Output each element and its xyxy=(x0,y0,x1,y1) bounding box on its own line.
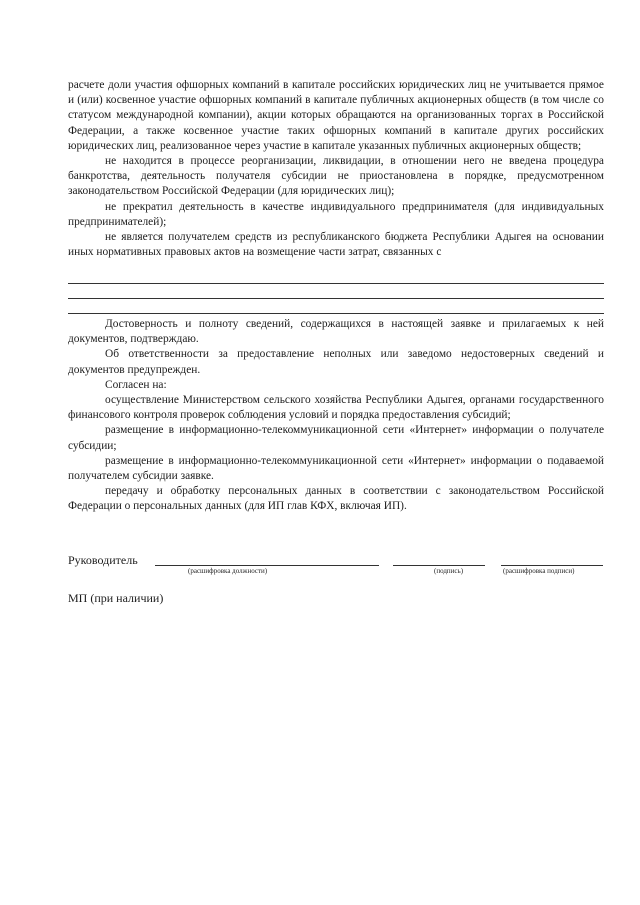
paragraph-consent-publish-application: размещение в информационно-телекоммуникационной сети «Интернет» информации о подаваемой получателем субсидии заявке. xyxy=(68,454,604,483)
signature-caption: (подпись) xyxy=(434,567,464,575)
stamp-note: МП (при наличии) xyxy=(68,591,164,605)
paragraph-consent-publish-recipient: размещение в информационно-телекоммуникационной сети «Интернет» информации о получателе субсидии; xyxy=(68,424,604,452)
confirmation-text-block xyxy=(68,317,604,515)
blank-fill-line-3 xyxy=(68,313,604,314)
paragraph-reorganization: не находится в процессе реорганизации, ликвидации, в отношении него не введена процедура банкротства, деятельность получателя субсидии не приостановлена в порядке, предусмотренном законодательством Российской Федерации (для юридических лиц); xyxy=(68,155,604,198)
name-field-line[interactable] xyxy=(501,565,603,566)
paragraph-consent-inspection: осуществление Министерством сельского хозяйства Республики Адыгея, органами государственного финансового контроля проверок соблюдения условий и порядка предоставления субсидий; xyxy=(68,394,604,422)
blank-fill-line-2 xyxy=(68,298,604,299)
paragraph-reliability-confirmation: Достоверность и полноту сведений, содержащихся в настоящей заявке и прилагаемых к ней документов, подтверждаю. xyxy=(68,318,604,346)
position-caption: (расшифровка должности) xyxy=(188,567,268,575)
paragraph-budget-funds: не является получателем средств из республиканского бюджета Республики Адыгея на основании иных нормативных правовых актов на возмещение части затрат, связанных с xyxy=(68,231,604,259)
paragraph-consent-personal-data: передачу и обработку персональных данных в соответствии с законодательством Российской Федерации о персональных данных (для ИП глав КФХ, включая ИП). xyxy=(68,485,604,513)
paragraph-entrepreneur-activity: не прекратил деятельность в качестве индивидуального предпринимателя (для индивидуальных предпринимателей); xyxy=(68,200,604,228)
name-caption: (расшифровка подписи) xyxy=(503,567,575,575)
paragraph-consent-heading: Согласен на: xyxy=(105,378,167,391)
position-field-line[interactable] xyxy=(155,565,379,566)
signature-field-line[interactable] xyxy=(393,565,485,566)
blank-fill-line-1 xyxy=(68,283,604,284)
head-label: Руководитель xyxy=(68,553,138,567)
paragraph-offshore-participation: расчете доли участия офшорных компаний в капитале российских юридических лиц не учитывается прямое и (или) косвенное участие офшорных компаний в капитале публичных акционерных обществ (в том числе со статусом международной компании), акции которых обращаются на организованных торгах в Российской Федерации, а также косвенное участие таких офшорных компаний в капитале других российских юридических лиц, реализованное через участие в капитале указанных публичных акционерных обществ; xyxy=(68,79,604,152)
conditions-text-block xyxy=(68,78,604,260)
paragraph-responsibility-warning: Об ответственности за предоставление неполных или заведомо недостоверных сведений и документов предупрежден. xyxy=(68,348,604,376)
